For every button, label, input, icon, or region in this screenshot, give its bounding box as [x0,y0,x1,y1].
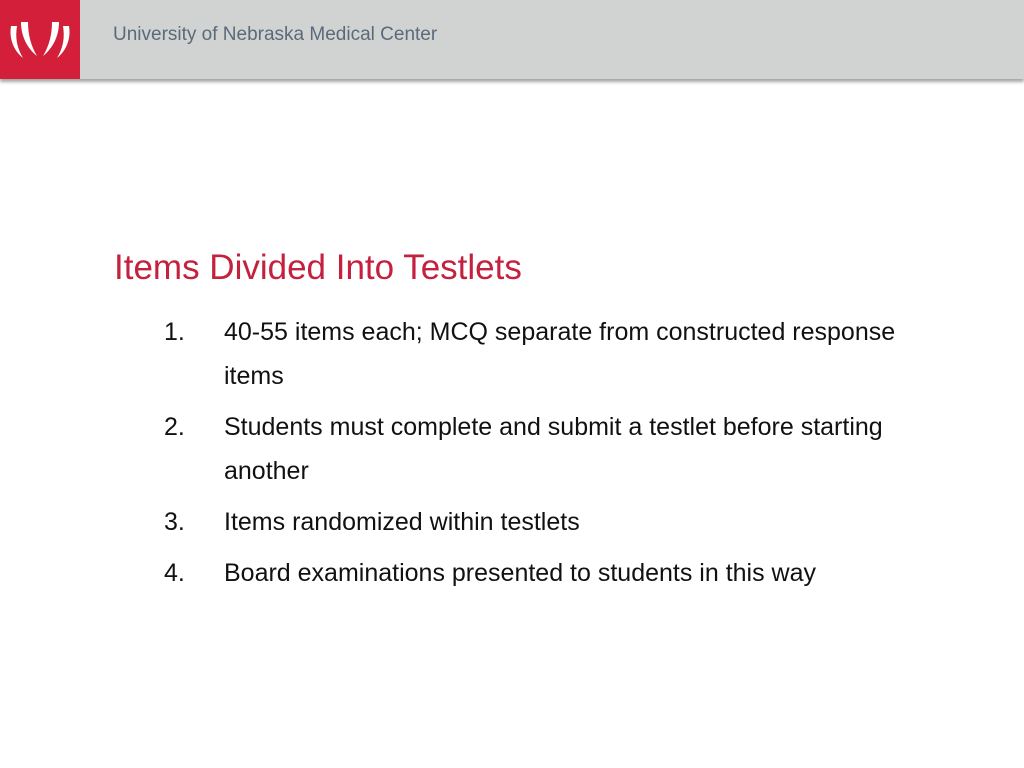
list-item-text: Students must complete and submit a testlet before starting another [224,413,883,485]
list-item-number: 2. [164,413,185,441]
numbered-list [164,310,944,602]
unmc-logo-icon [7,20,73,62]
logo [0,0,80,79]
list-item [164,405,944,493]
list-item-text: Board examinations presented to students in this way [224,559,817,587]
organization-name: University of Nebraska Medical Center [113,24,438,45]
list-item-number: 3. [164,508,185,536]
list-item-number: 1. [164,318,185,346]
list-item [164,500,944,544]
list-item-text: Items randomized within testlets [224,508,580,536]
list-item [164,310,944,398]
list-item-text: 40-55 items each; MCQ separate from constructed response items [224,318,896,390]
header-bar [0,0,1024,79]
list-item-number: 4. [164,559,185,587]
slide-title: Items Divided Into Testlets [114,248,522,287]
list-item [164,551,944,595]
